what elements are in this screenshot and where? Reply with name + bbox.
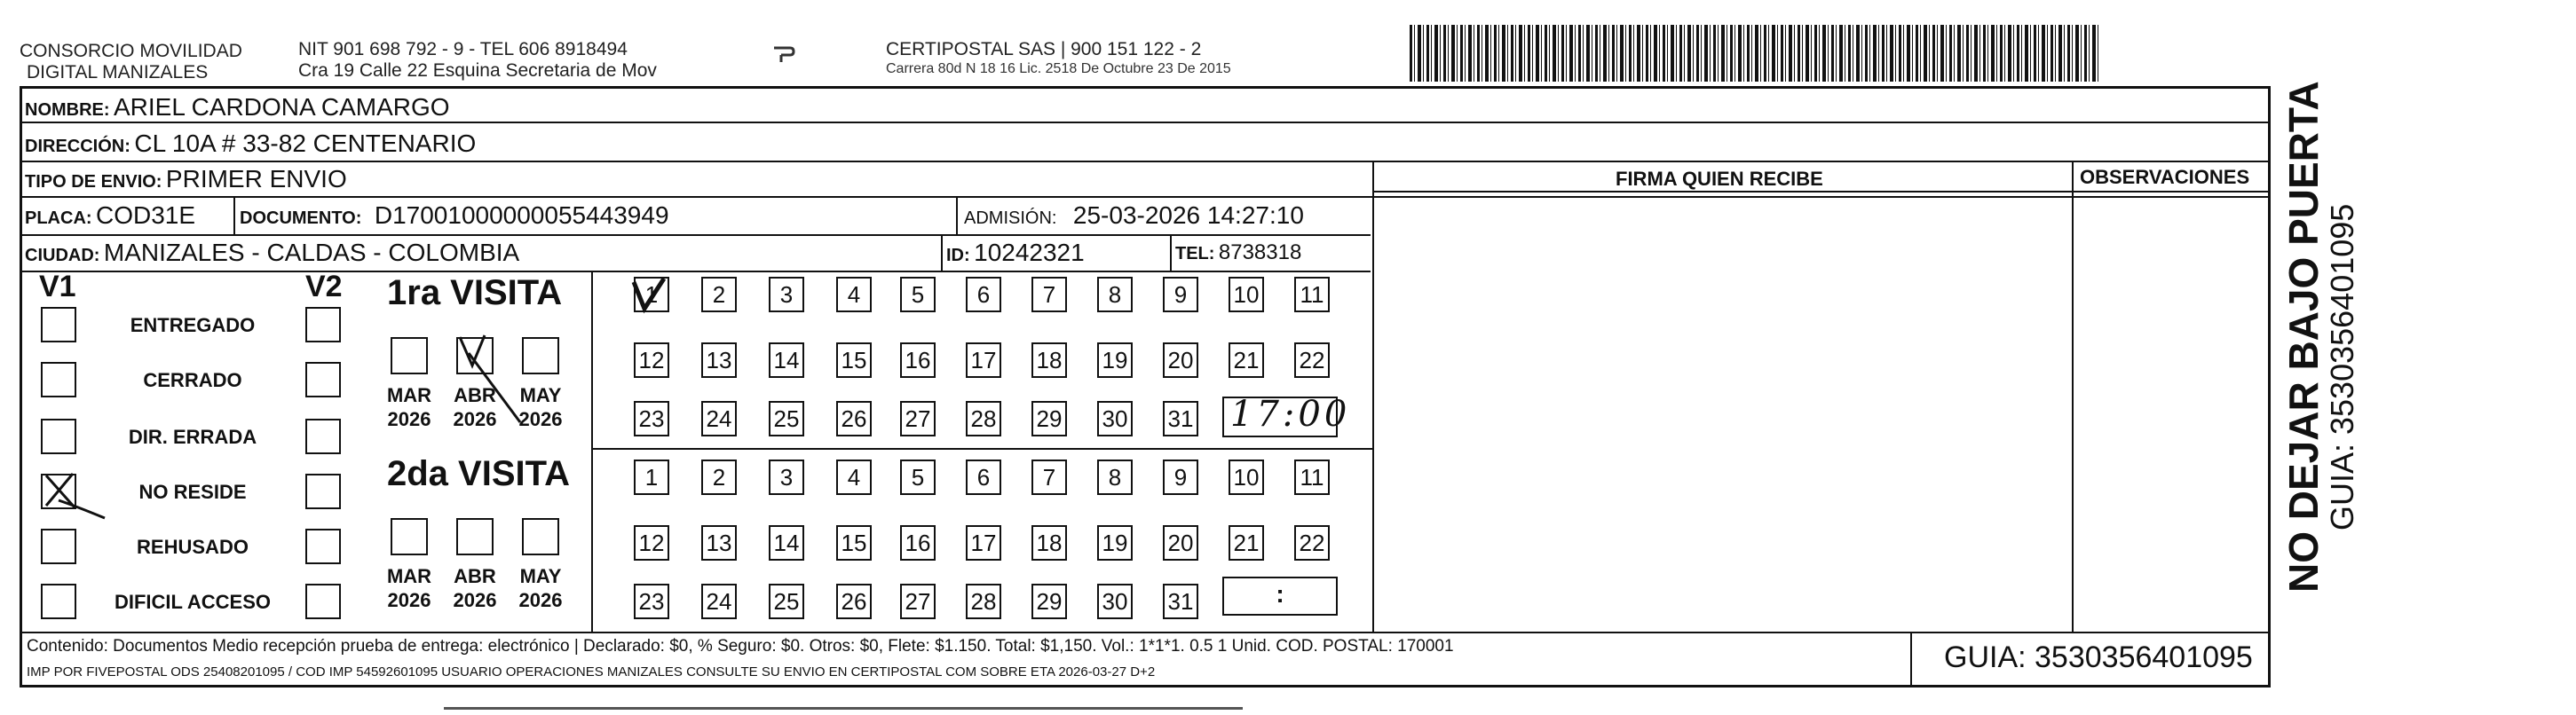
address-line: Cra 19 Calle 22 Esquina Secretaria de Mov [298,60,657,81]
direccion-label: DIRECCIÓN: [25,137,130,156]
courier-info [886,39,1231,78]
month-label: ABR 2026 [453,384,497,430]
side-guia: GUIA: 3530356401095 [2324,203,2360,530]
day-box[interactable]: 28 [966,401,1001,436]
placa-row [25,200,195,235]
day-box[interactable]: 29 [1031,401,1067,436]
company-contact [298,39,657,82]
day-box[interactable]: 23 [634,584,669,619]
day-box[interactable]: 2 [701,460,737,495]
nit-line: NIT 901 698 792 - 9 - TEL 606 8918494 [298,39,628,59]
day-box[interactable]: 22 [1294,342,1330,378]
second-visit-title: 2da VISITA [387,454,570,493]
firma-label: FIRMA QUIEN RECIBE [1616,168,1823,190]
direccion-row [25,129,476,163]
day-box[interactable]: 3 [769,277,804,312]
day-box[interactable]: 18 [1031,525,1067,561]
day-box[interactable]: 24 [701,401,737,436]
v1-checkbox[interactable] [41,362,76,397]
day-box[interactable]: 17 [966,342,1001,378]
day-box[interactable]: 2 [701,277,737,312]
day-box[interactable]: 24 [701,584,737,619]
admision-row [964,200,1304,235]
month-label: ABR 2026 [453,565,497,611]
day-box[interactable]: 21 [1229,525,1264,561]
day-box[interactable]: 10 [1229,277,1264,312]
courier-line: CERTIPOSTAL SAS | 900 151 122 - 2 [886,39,1202,59]
v2-checkbox[interactable] [305,584,341,619]
tipo-label: TIPO DE ENVIO: [25,172,162,192]
day-box[interactable]: 23 [634,401,669,436]
day-box[interactable]: 27 [900,584,936,619]
day-box[interactable]: 20 [1163,525,1198,561]
tel-label: TEL: [1175,244,1215,263]
day-box[interactable]: 29 [1031,584,1067,619]
day-box[interactable]: 30 [1097,584,1133,619]
ciudad-value: MANIZALES - CALDAS - COLOMBIA [103,239,520,266]
day-box[interactable]: 26 [836,584,872,619]
no-dejar-notice: NO DEJAR BAJO PUERTA [2280,81,2327,593]
month-checkbox[interactable] [391,518,428,555]
month-label: MAR 2026 [386,384,432,430]
day-box[interactable]: 1 [634,460,669,495]
nombre-label: NOMBRE: [25,100,110,120]
ciudad-label: CIUDAD: [25,246,100,265]
first-visit-time: 17:00 [1230,394,1351,435]
day-box[interactable]: 20 [1163,342,1198,378]
day-box[interactable]: 13 [701,342,737,378]
month-label: MAR 2026 [386,565,432,611]
month-checkbox[interactable] [522,337,559,374]
v1-checkbox[interactable] [41,584,76,619]
placa-label: PLACA: [25,208,92,228]
day-box[interactable]: 16 [900,342,936,378]
day-box[interactable]: 25 [769,584,804,619]
company-line-1: CONSORCIO MOVILIDAD [20,41,242,61]
barcode-icon [1410,25,2100,82]
month-label: MAY 2026 [518,384,563,430]
day-box[interactable]: 15 [836,525,872,561]
id-label: ID: [946,246,970,265]
day-box[interactable]: 28 [966,584,1001,619]
v2-checkbox[interactable] [305,362,341,397]
day-box[interactable]: 13 [701,525,737,561]
day-box[interactable]: 16 [900,525,936,561]
day-box[interactable]: 8 [1097,460,1133,495]
day-box[interactable]: 5 [900,277,936,312]
v2-checkbox[interactable] [305,474,341,509]
day-box[interactable]: 27 [900,401,936,436]
courier-logo-icon [769,41,799,67]
day-box[interactable]: 22 [1294,525,1330,561]
month-label: MAY 2026 [518,565,563,611]
admision-value: 25-03-2026 14:27:10 [1072,201,1304,229]
status-option-label: NO RESIDE [138,481,247,503]
v1-label: V1 [39,270,76,303]
v1-checkbox[interactable] [41,307,76,342]
day-box[interactable]: 3 [769,460,804,495]
tel-value: 8738318 [1218,240,1302,264]
day-box[interactable]: 9 [1163,460,1198,495]
day-box[interactable]: 19 [1097,342,1133,378]
observaciones-label: OBSERVACIONES [2080,166,2250,188]
status-option-label: REHUSADO [137,536,249,558]
day-box[interactable]: 21 [1229,342,1264,378]
day-box[interactable]: 11 [1294,460,1330,495]
day-box[interactable]: 30 [1097,401,1133,436]
courier-address: Carrera 80d N 18 16 Lic. 2518 De Octubre 23 De 2015 [886,61,1231,76]
month-checkbox[interactable] [391,337,428,374]
guia-number: GUIA: 3530356401095 [1944,640,2253,674]
day-box[interactable]: 4 [836,277,872,312]
nombre-row [25,92,450,127]
ciudad-row [25,238,519,272]
documento-row [240,200,669,235]
day-box[interactable]: 10 [1229,460,1264,495]
company-line-2: DIGITAL MANIZALES [27,62,209,82]
day-box[interactable]: 14 [769,525,804,561]
second-visit-time: : [1276,580,1284,608]
day-box[interactable]: 9 [1163,277,1198,312]
placa-value: COD31E [96,201,196,229]
day-box[interactable]: 12 [634,525,669,561]
documento-label: DOCUMENTO: [240,208,362,228]
day-box[interactable]: 31 [1163,584,1198,619]
day-box[interactable]: 18 [1031,342,1067,378]
day-box[interactable]: 1 [634,277,669,312]
month-checkbox[interactable] [522,518,559,555]
id-value: 10242321 [974,239,1085,266]
v1-checkbox[interactable] [41,419,76,454]
nombre-value: ARIEL CARDONA CAMARGO [114,93,450,121]
v2-label: V2 [305,270,343,303]
scan-artifact [444,707,1243,710]
status-option-label: ENTREGADO [130,314,256,336]
status-option-label: DIR. ERRADA [128,426,257,448]
day-box[interactable]: 5 [900,460,936,495]
month-checkbox[interactable] [456,518,494,555]
day-box[interactable]: 15 [836,342,872,378]
day-box[interactable]: 11 [1294,277,1330,312]
first-day-check-icon [627,271,671,318]
day-box[interactable]: 7 [1031,460,1067,495]
print-info-line: IMP POR FIVEPOSTAL ODS 25408201095 / COD IMP 54592601095 USUARIO OPERACIONES MANIZALES CONSULTE SU ENVIO EN CERTIPOSTAL COM SOBRE ETA 2026-03-27 D+2 [27,664,1156,680]
day-box[interactable]: 31 [1163,401,1198,436]
abr-check-icon [454,330,525,428]
tipo-value: PRIMER ENVIO [165,165,347,192]
direccion-value: CL 10A # 33-82 CENTENARIO [134,130,477,157]
day-box[interactable]: 26 [836,401,872,436]
contents-line: Contenido: Documentos Medio recepción prueba de entrega: electrónico | Declarado: $0, % Seguro: $0. Otros: $0, Flete: $1.150. Total: $1,150. Vol.: 1*1*1. 0.5 1 Unid. COD. POSTAL: 170001 [27,637,1454,656]
day-box[interactable]: 6 [966,460,1001,495]
tipo-row [25,164,347,199]
admision-label: ADMISIÓN: [964,208,1057,228]
id-row [946,238,1085,272]
v2-checkbox[interactable] [305,419,341,454]
day-box[interactable]: 25 [769,401,804,436]
day-box[interactable]: 8 [1097,277,1133,312]
day-box[interactable]: 6 [966,277,1001,312]
delivery-form [20,86,2271,688]
first-visit-title: 1ra VISITA [387,273,563,312]
v2-checkbox[interactable] [305,529,341,564]
day-box[interactable]: 7 [1031,277,1067,312]
no-reside-check-icon [39,467,110,520]
status-option-label: CERRADO [143,369,242,391]
day-box[interactable]: 12 [634,342,669,378]
v2-checkbox[interactable] [305,307,341,342]
day-box[interactable]: 17 [966,525,1001,561]
day-box[interactable]: 14 [769,342,804,378]
day-box[interactable]: 19 [1097,525,1133,561]
company-name [20,41,242,83]
v1-checkbox[interactable] [41,529,76,564]
tel-row [1175,238,1301,271]
status-option-label: DIFICIL ACCESO [114,591,271,613]
documento-value: D17001000000055443949 [374,201,669,229]
day-box[interactable]: 4 [836,460,872,495]
